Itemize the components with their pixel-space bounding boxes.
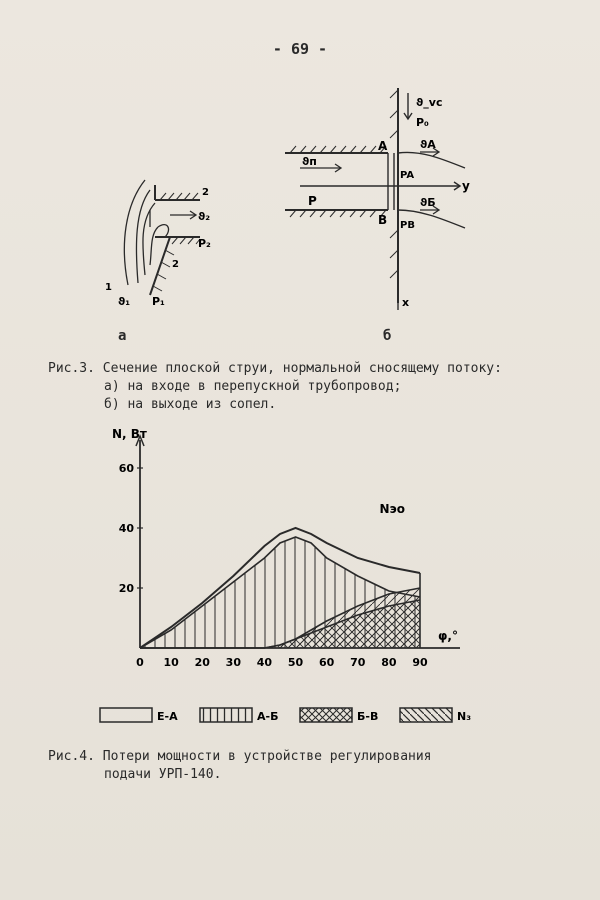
y-tick-label: 20 xyxy=(118,582,134,595)
legend-swatch xyxy=(100,708,152,722)
legend-swatch xyxy=(200,708,252,722)
fig3b-label-vvs: ϑ_vc xyxy=(416,96,443,109)
x-tick-label: 70 xyxy=(350,656,366,669)
x-tick-label: 60 xyxy=(319,656,335,669)
figure-3-caption-line2: а) на входе в перепускной трубопровод; xyxy=(104,379,402,394)
x-tick-label: 90 xyxy=(412,656,428,669)
figure-4-caption-line2: подачи УРП-140. xyxy=(104,767,222,782)
legend-swatch xyxy=(400,708,452,722)
legend-label: Б-В xyxy=(357,710,379,723)
figure-4-caption-line1: Рис.4. Потери мощности в устройстве регулирования xyxy=(48,749,432,764)
legend-label: Е-А xyxy=(157,710,178,723)
legend-label: А-Б xyxy=(257,710,279,723)
y-tick-label: 40 xyxy=(118,522,134,535)
fig3a-label-2-top: 2 xyxy=(202,187,209,198)
figure-4-legend xyxy=(95,700,495,730)
x-tick-label: 40 xyxy=(256,656,273,669)
fig3b-label-va: ϑA xyxy=(420,138,436,151)
fig3b-label-x: x xyxy=(402,296,410,309)
figure-3a-label: а xyxy=(118,328,127,344)
fig3b-label-vb: ϑБ xyxy=(420,196,436,209)
fig3a-label-v1: ϑ₁ xyxy=(118,295,131,308)
fig3b-label-p0: P₀ xyxy=(416,116,429,129)
x-tick-label: 80 xyxy=(381,656,397,669)
legend-label: N₃ xyxy=(457,710,472,723)
fig3b-label-b: B xyxy=(378,213,388,227)
figure-3b-label: б xyxy=(383,328,392,344)
fig3b-label-y: y xyxy=(462,179,470,193)
fig3b-label-pb: PB xyxy=(400,220,415,231)
x-axis-label: φ,° xyxy=(438,629,458,643)
x-tick-label: 50 xyxy=(287,656,304,669)
x-tick-label: 20 xyxy=(194,656,210,669)
fig3a-label-1: 1 xyxy=(105,282,112,293)
figure-3-caption-line3: б) на выходе из сопел. xyxy=(104,397,277,412)
fig3a-label-v2: ϑ₂ xyxy=(198,210,211,223)
fig3b-label-pa: PA xyxy=(400,170,415,181)
y-axis-label: N, Вт xyxy=(112,428,147,441)
x-tick-label: 0 xyxy=(136,656,144,669)
figure-3a-diagram xyxy=(100,165,230,315)
figure-4-chart xyxy=(100,428,480,678)
legend-swatch xyxy=(300,708,352,722)
x-tick-label: 10 xyxy=(163,656,179,669)
y-tick-label: 60 xyxy=(118,462,134,475)
fig3b-label-p: P xyxy=(308,194,317,208)
fig3a-label-2-bottom: 2 xyxy=(172,259,179,270)
figure-3b-diagram xyxy=(280,88,480,318)
fig3b-label-a: A xyxy=(378,139,388,153)
figure-3-caption-line1: Рис.3. Сечение плоской струи, нормальной сносящему потоку: xyxy=(48,361,502,376)
page-number: - 69 - xyxy=(272,40,328,58)
chart-annotation: Nэо xyxy=(379,502,405,516)
fig3a-label-p2: P₂ xyxy=(198,237,211,250)
x-tick-label: 30 xyxy=(225,656,241,669)
fig3b-label-vn: ϑп xyxy=(302,155,317,168)
fig3a-label-p1: P₁ xyxy=(152,295,165,308)
